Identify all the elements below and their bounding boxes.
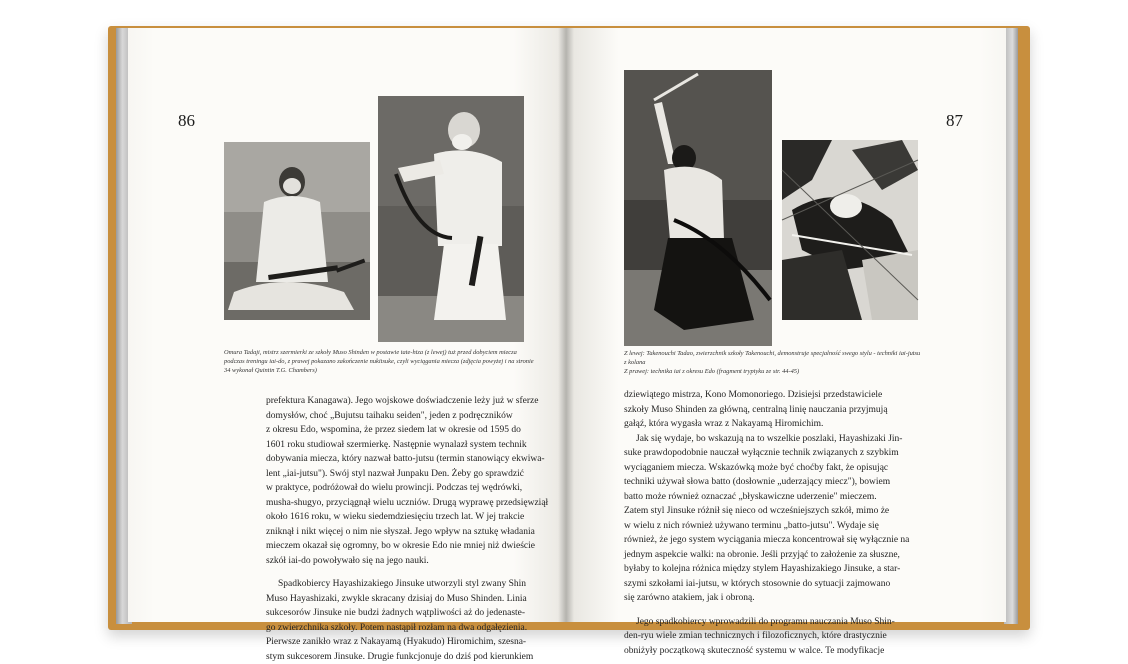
caption-line: 34 wykonał Quintin T.G. Chambers) (224, 366, 554, 375)
left-body-text (266, 394, 528, 664)
caption-line: Z lewej: Takenouchi Tadao, zwierzchnik szkoły Takenouchi, demonstruje specjalność swego stylu - techniki iai-jutsu (624, 349, 924, 358)
right-photo-caption (624, 349, 924, 376)
text-line: w praktyce, podróżował do wielu prowincji. Podczas tej wędrówki, (266, 481, 528, 496)
text-line: prefektura Kanagawa). Jego wojskowe doświadczenie leży już w sferze (266, 394, 528, 409)
text-line: obniżyły początkową skuteczność systemu w walce. Te modyfikacje (624, 644, 884, 659)
text-line: Spadkobiercy Hayashizakiego Jinsuke utworzyli styl zwany Shin (266, 577, 528, 592)
text-line: wyciąganiem miecza. Wskazówką może być choćby fakt, że opisując (624, 461, 884, 476)
text-line: jednym aspekcie walki: na obronie. Jeśli przyjąć to założenie za słuszne, (624, 548, 884, 563)
text-line: sukcesorów Jinsuke nie budzi żadnych wątpliwości aż do jedenaste- (266, 606, 528, 621)
left-page-number: 86 (178, 111, 195, 131)
left-page (128, 28, 566, 622)
text-line: dziewiątego mistrza, Kono Momonoriego. Dzisiejsi przedstawiciele (624, 388, 884, 403)
caption-line: z kolana (624, 358, 924, 367)
text-line: suke prawdopodobnie nauczał wyłącznie technik związanych z szybkim (624, 446, 884, 461)
text-line: go zwierzchnika szkoły. Potem nastąpił rozłam na dwa odgałęzienia. (266, 621, 528, 636)
text-line: batto może również oznaczać „błyskawiczne uderzenie" mieczem. (624, 490, 884, 505)
text-line: Muso Hayashizaki, zwykle skracany dzisiaj do Muso Shinden. Linia (266, 592, 528, 607)
text-line: Jak się wydaje, bo wskazują na to wszelkie poszlaki, Hayashizaki Jin- (624, 432, 884, 447)
woodblock-print (782, 140, 918, 320)
text-line: Zatem styl Jinsuke różnił się nieco od wcześniejszych szkół, mimo że (624, 504, 884, 519)
text-line: szkół iai-do powoływało się na jego nauki. (266, 554, 528, 569)
text-line: Jego spadkobiercy wprowadzili do programu nauczania Muso Shin- (624, 615, 884, 630)
text-line: lent „iai-jutsu"). Swój styl nazwał Junpaku Den. Żeby go sprawdzić (266, 467, 528, 482)
caption-line: Z prawej: technika iai z okresu Edo (fragment tryptyku ze str. 44-45) (624, 367, 924, 376)
text-line: się zarówno atakiem, jak i obroną. (624, 591, 884, 606)
text-line: stym sukcesorem Jinsuke. Drugie funkcjonuje do dziś pod kierunkiem (266, 650, 528, 664)
text-line: w wielu z nich również używano terminu „batto-jutsu". Wydaje się (624, 519, 884, 534)
text-line: musha-shugyo, przyciągnął wielu uczniów. Drugą wyprawę przedsięwziął (266, 496, 528, 511)
text-line: techniki używał słowa batto (dosłownie „uderzający miecz"), bowiem (624, 475, 884, 490)
text-line: byłaby to kolejna różnica między stylem Hayashizakiego Jinsuke, a star- (624, 562, 884, 577)
text-line: mieczem okazał się ogromny, bo w okresie Edo nie mniej niż dwieście (266, 539, 528, 554)
text-line: około 1616 roku, w wieku siedemdziesięciu trzech lat. W jej trakcie (266, 510, 528, 525)
text-line: gałąź, która wygasła wraz z Nakayamą Hiromichim. (624, 417, 884, 432)
left-photo-caption (224, 348, 554, 375)
text-line: Pierwsze zanikło wraz z Nakayamą (Hyakudo) Hiromichim, szesna- (266, 635, 528, 650)
text-line: z okresu Edo, wspomina, że przez siedem lat w okresie od 1595 do (266, 423, 528, 438)
text-line: szkoły Muso Shinden za główną, centralną linię nauczania przyjmują (624, 403, 884, 418)
right-page-number: 87 (946, 111, 963, 131)
right-page (566, 28, 1006, 622)
text-line: dobywania miecza, który nazwał batto-jutsu (termin stanowiący ekwiwa- (266, 452, 528, 467)
text-line: den-ryu wiele zmian technicznych i filozoficznych, które drastycznie (624, 629, 884, 644)
text-line: również, że jego system wyciągania miecza koncentrował się wyłącznie na (624, 533, 884, 548)
page-edges-right (1004, 28, 1018, 624)
text-line: zniknął i nikt więcej o nim nie słyszał. Jego wpływ na sztukę władania (266, 525, 528, 540)
book-spine-gutter (558, 28, 574, 622)
caption-line: podczas treningu iai-do, z prawej pokazano zakończenie nukitsuke, czyli wyciągania miecza (zdjęcia powyżej i na stronie (224, 357, 554, 366)
right-body-text (624, 388, 884, 658)
photo-standing-swordsman (378, 96, 524, 342)
photo-kneeling-swordsman (624, 70, 772, 346)
text-line: 1601 roku studiował szermierkę. Następnie wynalazł system technik (266, 438, 528, 453)
photo-seated-swordsman (224, 142, 370, 320)
text-line: domysłów, choć „Bujutsu taihaku seiden", jeden z podręczników (266, 409, 528, 424)
caption-line: Omura Tadaji, mistrz szermierki ze szkoły Muso Shinden w postawie tate-hiza (z lewej) tuż przed dobyciem miecza (224, 348, 554, 357)
text-line: szymi szkołami iai-jutsu, w których stosownie do sytuacji zajmowano (624, 577, 884, 592)
